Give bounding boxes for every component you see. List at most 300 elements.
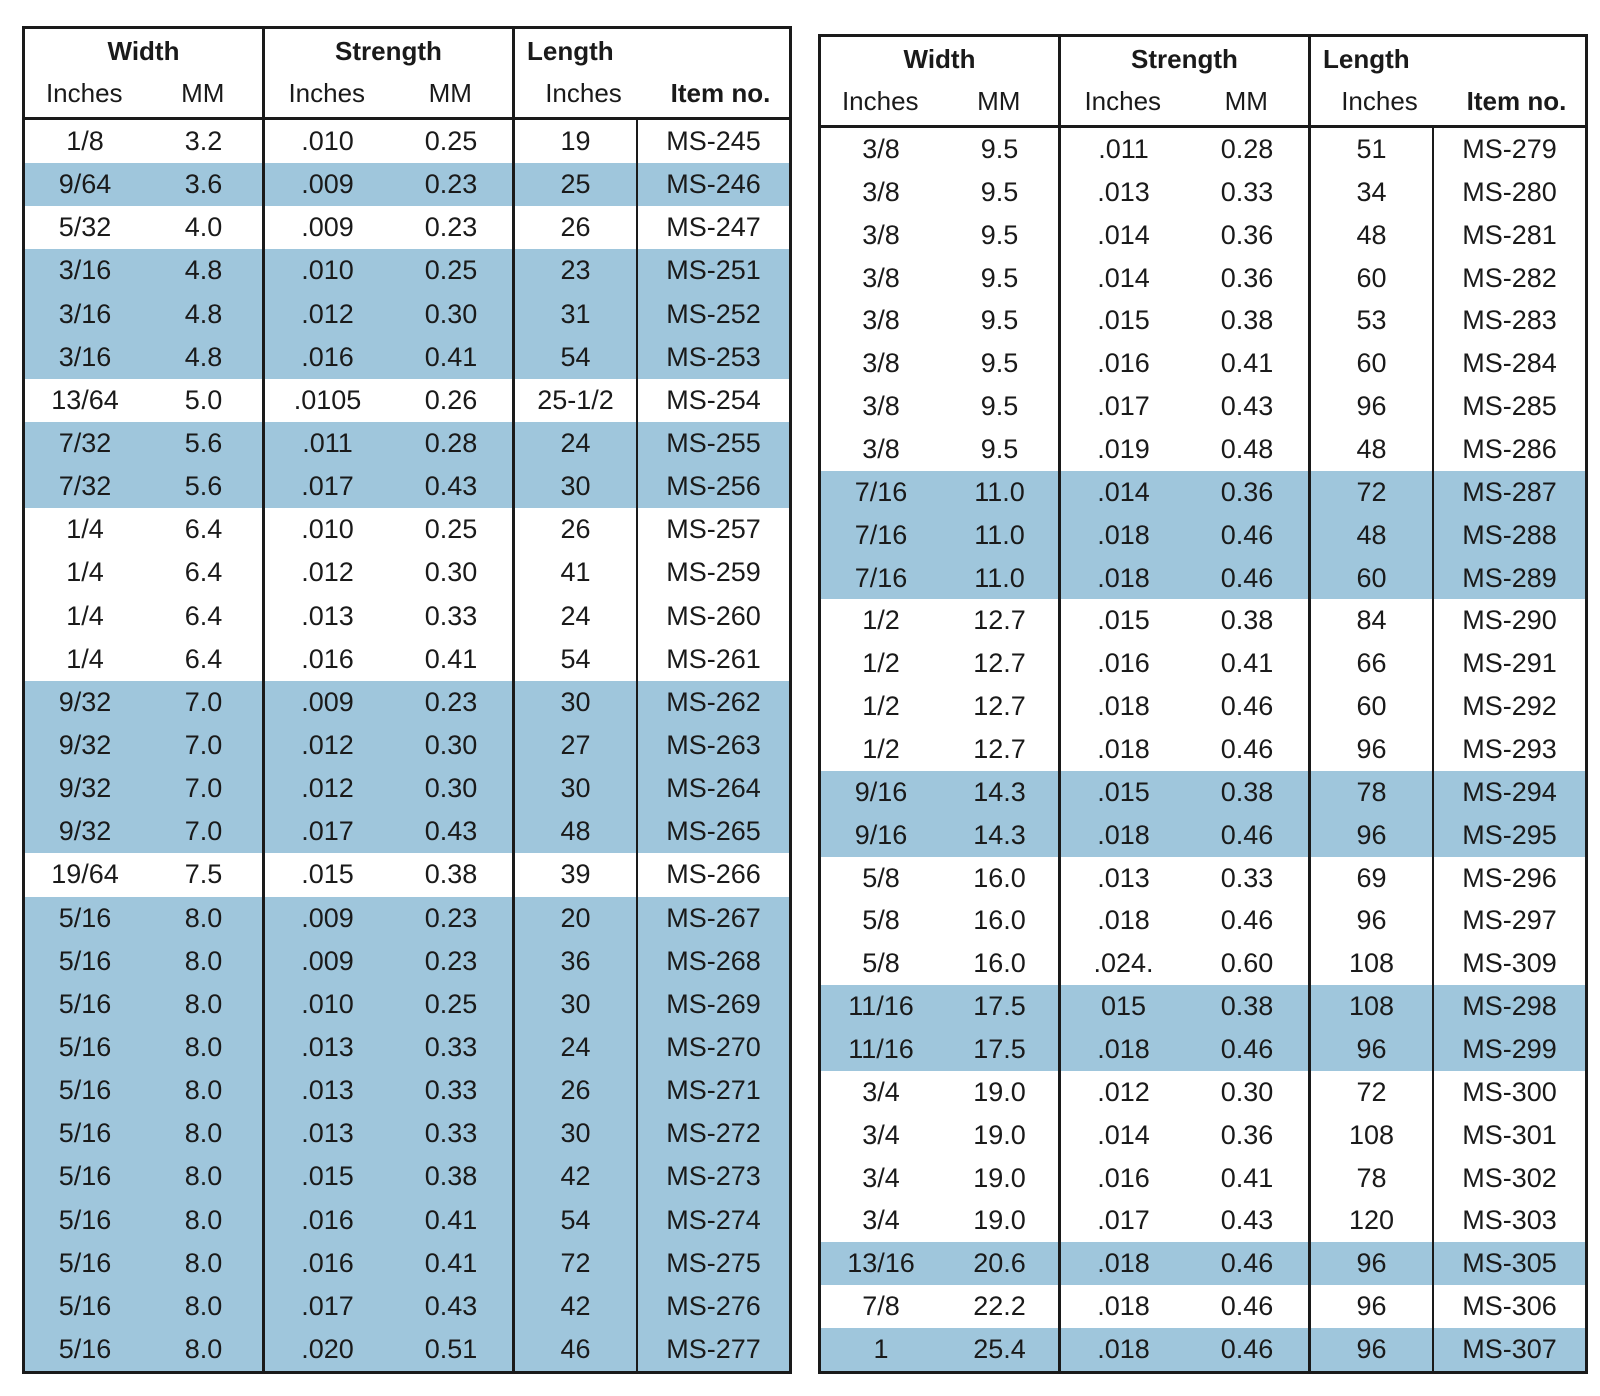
strength-mm-header: MM (1224, 86, 1268, 116)
width-mm-cell: 9.5 (941, 128, 1061, 171)
width-mm-cell: 9.5 (941, 428, 1061, 471)
table-row (821, 814, 1585, 857)
strength-mm-cell: 0.23 (390, 897, 515, 940)
table-row (821, 385, 1585, 428)
width-mm-cell: 8.0 (145, 983, 265, 1026)
strength-inches-cell: .009 (301, 686, 354, 717)
strength-mm-cell: 0.46 (1186, 685, 1311, 728)
item-no-cell: MS-261 (666, 643, 761, 674)
length-inches-cell: 78 (1311, 771, 1434, 814)
strength-inches-cell: .013 (1097, 862, 1150, 893)
strength-mm-cell: 0.41 (390, 1242, 515, 1285)
table-row (25, 853, 789, 896)
length-inches-cell: 53 (1311, 299, 1434, 342)
strength-inches-cell: .016 (301, 1247, 354, 1278)
table-row (25, 163, 789, 206)
item-no-cell: MS-282 (1462, 262, 1557, 293)
strength-mm-cell: 0.36 (1186, 1114, 1311, 1157)
width-mm-cell: 5.6 (145, 422, 265, 465)
width-mm-cell: 6.4 (145, 595, 265, 638)
width-inches-cell: 1/2 (862, 691, 900, 722)
strength-inches-cell: .016 (1097, 1162, 1150, 1193)
table-row (821, 985, 1585, 1028)
width-mm-cell: 14.3 (941, 814, 1061, 857)
strength-mm-cell: 0.36 (1186, 471, 1311, 514)
length-group-header (1311, 37, 1585, 125)
strength-inches-cell: .017 (1097, 1205, 1150, 1236)
length-title: Length (527, 36, 614, 66)
length-inches-cell: 96 (1311, 899, 1434, 942)
width-mm-cell: 4.8 (145, 249, 265, 292)
length-inches-cell: 31 (515, 293, 638, 336)
length-inches-cell: 36 (515, 940, 638, 983)
width-inches-cell: 7/8 (862, 1291, 900, 1322)
width-mm-cell: 16.0 (941, 857, 1061, 900)
item-no-cell: MS-263 (666, 730, 761, 761)
width-mm-cell: 6.4 (145, 551, 265, 594)
width-group-header (821, 37, 1061, 125)
width-mm-cell: 7.0 (145, 767, 265, 810)
width-inches-cell: 3/4 (862, 1205, 900, 1236)
strength-inches-cell: .018 (1097, 562, 1150, 593)
item-no-cell: MS-269 (666, 988, 761, 1019)
width-mm-cell: 7.0 (145, 724, 265, 767)
width-inches-cell: 3/8 (862, 305, 900, 336)
table-row (821, 557, 1585, 600)
length-inches-cell: 78 (1311, 1157, 1434, 1200)
item-no-cell: MS-302 (1462, 1162, 1557, 1193)
table-row (821, 1028, 1585, 1071)
strength-mm-cell: 0.46 (1186, 1328, 1311, 1371)
table-row (25, 724, 789, 767)
width-mm-cell: 8.0 (145, 1199, 265, 1242)
strength-inches-cell: .0105 (293, 384, 362, 415)
strength-mm-cell: 0.30 (1186, 1071, 1311, 1114)
length-inches-cell: 30 (515, 983, 638, 1026)
item-no-cell: MS-272 (666, 1118, 761, 1149)
length-inches-cell: 96 (1311, 1028, 1434, 1071)
strength-inches-cell: .013 (301, 1118, 354, 1149)
length-inches-cell: 25-1/2 (515, 379, 638, 422)
strength-mm-cell: 0.25 (390, 249, 515, 292)
length-inches-cell: 60 (1311, 557, 1434, 600)
table-row (821, 299, 1585, 342)
strength-inches-cell: .015 (301, 859, 354, 890)
item-no-cell: MS-307 (1462, 1333, 1557, 1364)
length-inches-cell: 46 (515, 1328, 638, 1371)
table-row (25, 508, 789, 551)
item-no-cell: MS-253 (666, 341, 761, 372)
length-inches-cell: 48 (1311, 214, 1434, 257)
table-row (25, 1285, 789, 1328)
strength-inches-cell: .020 (301, 1334, 354, 1364)
item-no-header: Item no. (670, 78, 771, 108)
width-inches-cell: 7/16 (854, 562, 908, 593)
width-inches-cell: 11/16 (848, 1033, 914, 1064)
width-inches-cell: 9/16 (854, 819, 908, 850)
length-inches-cell: 54 (515, 638, 638, 681)
width-mm-cell: 12.7 (941, 642, 1061, 685)
table-row (25, 1112, 789, 1155)
strength-mm-cell: 0.43 (1186, 1199, 1311, 1242)
strength-inches-cell: .018 (1097, 905, 1150, 936)
width-mm-cell: 17.5 (941, 985, 1061, 1028)
table-header (821, 37, 1585, 128)
length-inches-cell: 24 (515, 422, 638, 465)
strength-inches-cell: .010 (301, 126, 354, 157)
item-no-cell: MS-300 (1462, 1076, 1557, 1107)
table-row (821, 728, 1585, 771)
length-title: Length (1323, 44, 1410, 74)
strength-inches-cell: .018 (1097, 691, 1150, 722)
strength-inches-cell: .024. (1093, 948, 1154, 979)
strength-inches-cell: .010 (301, 255, 354, 286)
length-inches-cell: 30 (515, 465, 638, 508)
length-inches-cell: 24 (515, 595, 638, 638)
item-no-cell: MS-298 (1462, 991, 1557, 1022)
item-no-cell: MS-281 (1462, 219, 1557, 250)
table-row (821, 685, 1585, 728)
strength-inches-cell: .018 (1097, 733, 1150, 764)
width-inches-cell: 5/16 (58, 988, 112, 1019)
width-inches-cell: 3/4 (862, 1119, 900, 1150)
item-no-cell: MS-280 (1462, 176, 1557, 207)
strength-title: Strength (1131, 44, 1238, 74)
width-mm-cell: 14.3 (941, 771, 1061, 814)
width-inches-cell: 1/8 (66, 126, 104, 157)
strength-group-header (1061, 37, 1311, 125)
item-no-cell: MS-257 (666, 514, 761, 545)
strength-mm-cell: 0.36 (1186, 214, 1311, 257)
length-inches-cell: 96 (1311, 1285, 1434, 1328)
width-inches-cell: 19/64 (51, 859, 119, 890)
item-no-cell: MS-255 (666, 428, 761, 459)
item-no-cell: MS-259 (666, 557, 761, 588)
strength-inches-cell: .012 (301, 773, 354, 804)
strength-inches-cell: .016 (301, 1204, 354, 1235)
strength-inches-cell: .019 (1097, 433, 1150, 464)
width-mm-cell: 7.0 (145, 810, 265, 853)
item-no-cell: MS-303 (1462, 1205, 1557, 1236)
strength-mm-cell: 0.23 (390, 940, 515, 983)
length-inches-cell: 96 (1311, 385, 1434, 428)
spec-table-right (818, 34, 1588, 1374)
strength-mm-cell: 0.41 (1186, 1157, 1311, 1200)
table-row (25, 206, 789, 249)
width-inches-cell: 5/16 (58, 1204, 112, 1235)
length-group-header (515, 29, 789, 117)
width-inches-cell: 3/8 (862, 348, 900, 379)
item-no-cell: MS-267 (666, 902, 761, 933)
table-row (25, 638, 789, 681)
table-row (821, 771, 1585, 814)
width-inches-cell: 5/16 (58, 1247, 112, 1278)
strength-inches-cell: .011 (302, 428, 353, 459)
table-row (25, 465, 789, 508)
strength-inches-cell: .018 (1097, 819, 1150, 850)
table-row (821, 171, 1585, 214)
length-inches-cell: 19 (515, 120, 638, 163)
strength-mm-cell: 0.28 (1186, 128, 1311, 171)
strength-inches-cell: .016 (301, 341, 354, 372)
width-inches-cell: 3/8 (862, 219, 900, 250)
width-mm-cell: 8.0 (145, 1242, 265, 1285)
width-inches-cell: 11/16 (848, 991, 914, 1022)
strength-inches-cell: .016 (1097, 648, 1150, 679)
strength-inches-cell: .009 (301, 212, 354, 243)
strength-inches-cell: .012 (301, 298, 354, 329)
length-inches-cell: 72 (1311, 1071, 1434, 1114)
width-mm-cell: 6.4 (145, 638, 265, 681)
item-no-cell: MS-271 (666, 1075, 761, 1106)
strength-mm-cell: 0.38 (1186, 599, 1311, 642)
strength-mm-cell: 0.38 (1186, 299, 1311, 342)
table-row (821, 1328, 1585, 1371)
length-inches-cell: 72 (1311, 471, 1434, 514)
strength-inches-cell: .014 (1097, 476, 1150, 507)
width-mm-cell: 19.0 (941, 1114, 1061, 1157)
length-inches-cell: 42 (515, 1285, 638, 1328)
strength-inches-cell: .015 (1097, 776, 1150, 807)
width-inches-cell: 9/32 (58, 730, 112, 761)
length-inches-cell: 30 (515, 681, 638, 724)
strength-mm-cell: 0.38 (1186, 771, 1311, 814)
strength-mm-cell: 0.46 (1186, 899, 1311, 942)
width-mm-cell: 16.0 (941, 899, 1061, 942)
table-row (25, 551, 789, 594)
strength-mm-cell: 0.33 (390, 595, 515, 638)
strength-inches-cell: .014 (1097, 262, 1150, 293)
width-inches-cell: 13/64 (51, 384, 119, 415)
length-inches-cell: 108 (1311, 942, 1434, 985)
item-no-cell: MS-299 (1462, 1033, 1557, 1064)
width-mm-cell: 9.5 (941, 299, 1061, 342)
length-inches-cell: 48 (1311, 514, 1434, 557)
width-mm-cell: 12.7 (941, 728, 1061, 771)
table-row (821, 342, 1585, 385)
item-no-cell: MS-247 (666, 212, 761, 243)
strength-inches-cell: .016 (301, 643, 354, 674)
width-inches-cell: 5/8 (862, 862, 900, 893)
item-no-cell: MS-294 (1462, 776, 1557, 807)
width-mm-cell: 11.0 (941, 471, 1061, 514)
item-no-cell: MS-283 (1462, 305, 1557, 336)
table-row (25, 1155, 789, 1198)
table-row (821, 899, 1585, 942)
table-body (25, 120, 789, 1371)
item-no-cell: MS-266 (666, 859, 761, 890)
strength-inches-cell: .010 (301, 514, 354, 545)
table-header (25, 29, 789, 120)
width-mm-cell: 19.0 (941, 1199, 1061, 1242)
width-inches-cell: 1/4 (66, 514, 104, 545)
item-no-cell: MS-309 (1462, 948, 1557, 979)
table-row (821, 257, 1585, 300)
table-row (821, 514, 1585, 557)
strength-inches-cell: .016 (1097, 348, 1150, 379)
strength-mm-cell: 0.43 (390, 1285, 515, 1328)
width-mm-cell: 4.0 (145, 206, 265, 249)
width-mm-cell: 16.0 (941, 942, 1061, 985)
width-mm-cell: 25.4 (941, 1328, 1061, 1371)
length-inches-cell: 25 (515, 163, 638, 206)
strength-inches-cell: .011 (1098, 133, 1149, 164)
item-no-cell: MS-256 (666, 471, 761, 502)
width-inches-cell: 1/2 (862, 605, 900, 636)
table-row (821, 214, 1585, 257)
table-row (25, 336, 789, 379)
length-inches-cell: 60 (1311, 342, 1434, 385)
strength-mm-cell: 0.33 (390, 1069, 515, 1112)
item-no-cell: MS-268 (666, 945, 761, 976)
strength-mm-cell: 0.46 (1186, 1285, 1311, 1328)
strength-inches-cell: .018 (1097, 1333, 1150, 1364)
strength-mm-cell: 0.25 (390, 508, 515, 551)
item-no-cell: MS-276 (666, 1290, 761, 1321)
width-inches-cell: 9/16 (854, 776, 908, 807)
table-row (25, 1328, 789, 1371)
width-mm-cell: 4.8 (145, 293, 265, 336)
width-mm-cell: 5.6 (145, 465, 265, 508)
strength-mm-cell: 0.43 (1186, 385, 1311, 428)
width-inches-cell: 7/16 (854, 519, 908, 550)
strength-inches-cell: .013 (1097, 176, 1150, 207)
width-mm-cell: 5.0 (145, 379, 265, 422)
strength-mm-cell: 0.23 (390, 681, 515, 724)
length-inches-cell: 48 (515, 810, 638, 853)
width-mm-cell: 11.0 (941, 514, 1061, 557)
width-mm-cell: 8.0 (145, 1069, 265, 1112)
item-no-cell: MS-289 (1462, 562, 1557, 593)
width-inches-cell: 5/16 (58, 1290, 112, 1321)
table-row (25, 1026, 789, 1069)
item-no-cell: MS-296 (1462, 862, 1557, 893)
width-mm-cell: 11.0 (941, 557, 1061, 600)
table-row (821, 1285, 1585, 1328)
width-inches-cell: 7/16 (854, 476, 908, 507)
length-inches-cell: 30 (515, 767, 638, 810)
table-row (25, 767, 789, 810)
width-mm-cell: 9.5 (941, 171, 1061, 214)
strength-inches-cell: .017 (1097, 391, 1150, 422)
strength-inches-cell: .015 (1097, 305, 1150, 336)
item-no-cell: MS-286 (1462, 433, 1557, 464)
width-mm-cell: 22.2 (941, 1285, 1061, 1328)
strength-mm-cell: 0.36 (1186, 257, 1311, 300)
width-inches-cell: 5/16 (58, 1075, 112, 1106)
length-inches-cell: 26 (515, 1069, 638, 1112)
strength-mm-cell: 0.23 (390, 206, 515, 249)
length-inches-cell: 42 (515, 1155, 638, 1198)
width-inches-cell: 3/8 (862, 262, 900, 293)
width-inches-cell: 9/32 (58, 773, 112, 804)
strength-mm-cell: 0.38 (390, 853, 515, 896)
length-inches-cell: 20 (515, 897, 638, 940)
length-inches-cell: 96 (1311, 814, 1434, 857)
strength-inches-cell: .018 (1097, 1248, 1150, 1279)
width-mm-cell: 8.0 (145, 1026, 265, 1069)
item-no-cell: MS-305 (1462, 1248, 1557, 1279)
width-inches-cell: 5/16 (58, 1032, 112, 1063)
width-inches-cell: 1/4 (66, 557, 104, 588)
width-mm-cell: 9.5 (941, 257, 1061, 300)
width-inches-cell: 3/8 (862, 391, 900, 422)
width-inches-cell: 5/16 (58, 945, 112, 976)
table-row (821, 599, 1585, 642)
item-no-cell: MS-293 (1462, 733, 1557, 764)
table-row (25, 249, 789, 292)
item-no-cell: MS-292 (1462, 691, 1557, 722)
strength-mm-cell: 0.41 (390, 1199, 515, 1242)
table-row (25, 940, 789, 983)
width-inches-cell: 1/2 (862, 733, 900, 764)
strength-inches-cell: .013 (301, 600, 354, 631)
length-inches-header: Inches (545, 78, 622, 108)
strength-inches-cell: .014 (1097, 219, 1150, 250)
width-inches-cell: 3/8 (862, 433, 900, 464)
item-no-cell: MS-260 (666, 600, 761, 631)
width-title: Width (903, 44, 976, 74)
length-inches-cell: 48 (1311, 428, 1434, 471)
item-no-cell: MS-275 (666, 1247, 761, 1278)
width-mm-cell: 17.5 (941, 1028, 1061, 1071)
width-inches-cell: 1/4 (66, 643, 104, 674)
width-inches-cell: 5/16 (58, 902, 112, 933)
item-no-cell: MS-291 (1462, 648, 1557, 679)
table-row (821, 1242, 1585, 1285)
length-inches-cell: 108 (1311, 985, 1434, 1028)
width-inches-cell: 1/4 (66, 600, 104, 631)
strength-inches-cell: .018 (1097, 519, 1150, 550)
length-inches-cell: 24 (515, 1026, 638, 1069)
width-title: Width (107, 36, 180, 66)
strength-inches-cell: .017 (301, 471, 354, 502)
table-row (821, 471, 1585, 514)
width-mm-cell: 9.5 (941, 214, 1061, 257)
width-inches-cell: 3/16 (58, 255, 112, 286)
table-row (821, 642, 1585, 685)
length-inches-cell: 84 (1311, 599, 1434, 642)
strength-mm-cell: 0.48 (1186, 428, 1311, 471)
table-row (25, 983, 789, 1026)
item-no-cell: MS-290 (1462, 605, 1557, 636)
strength-mm-cell: 0.41 (1186, 642, 1311, 685)
width-inches-cell: 13/16 (847, 1248, 915, 1279)
item-no-cell: MS-270 (666, 1032, 761, 1063)
strength-inches-cell: 015 (1100, 991, 1147, 1022)
length-inches-cell: 96 (1311, 728, 1434, 771)
item-no-cell: MS-306 (1462, 1291, 1557, 1322)
table-row (25, 293, 789, 336)
strength-mm-cell: 0.46 (1186, 557, 1311, 600)
width-mm-cell: 6.4 (145, 508, 265, 551)
strength-inches-cell: .018 (1097, 1033, 1150, 1064)
width-mm-cell: 19.0 (941, 1071, 1061, 1114)
width-mm-cell: 9.5 (941, 342, 1061, 385)
length-inches-cell: 34 (1311, 171, 1434, 214)
item-no-cell: MS-297 (1462, 905, 1557, 936)
item-no-cell: MS-262 (666, 686, 761, 717)
width-mm-cell: 9.5 (941, 385, 1061, 428)
table-row (25, 120, 789, 163)
strength-mm-cell: 0.25 (390, 120, 515, 163)
strength-group-header (265, 29, 515, 117)
width-inches-cell: 9/32 (58, 816, 112, 847)
width-mm-cell: 8.0 (145, 1155, 265, 1198)
strength-inches-cell: .009 (301, 945, 354, 976)
table-row (821, 428, 1585, 471)
width-inches-cell: 5/16 (58, 1334, 112, 1364)
